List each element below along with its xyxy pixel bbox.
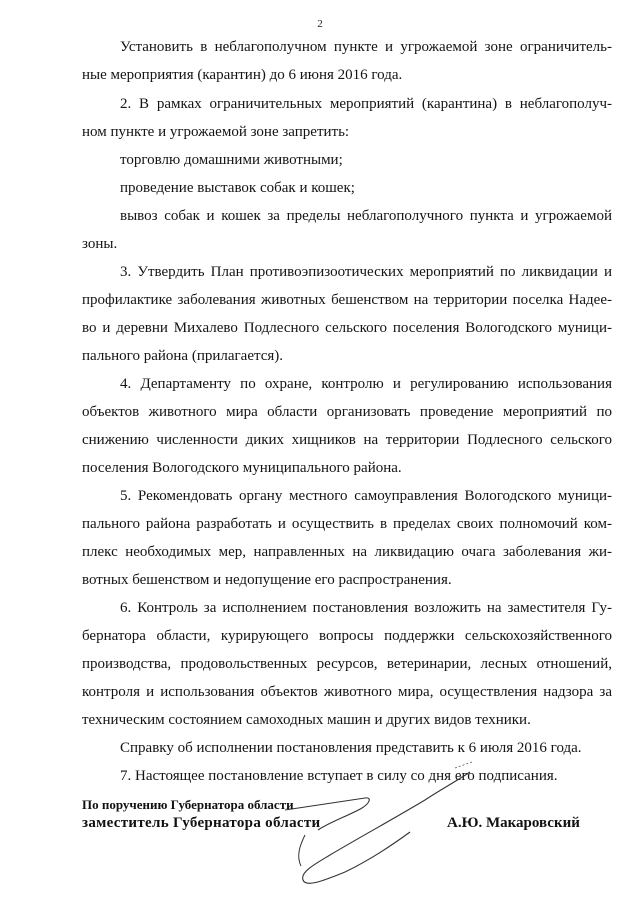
- text-line: зоны.: [82, 236, 118, 252]
- text-line: 7. Настоящее постановление вступает в силу со дня его подписания.: [120, 768, 558, 784]
- signature-position: заместитель Губернатора области: [82, 815, 321, 831]
- text-line: снижению численности диких хищников на территории Подлесного сельского: [82, 432, 612, 448]
- text-line: 6. Контроль за исполнением постановления возложить на заместителя Гу-: [120, 600, 612, 616]
- text-line: пального района разработать и осуществить в пределах своих полномочий ком-: [82, 516, 612, 532]
- text-line: 2. В рамках ограничительных мероприятий (карантина) в неблагополуч-: [120, 96, 612, 112]
- text-line: контроля и использования объектов животного мира, осуществления надзора за: [82, 684, 612, 700]
- text-line: профилактике заболевания животных бешенством на территории поселка Надее-: [82, 292, 612, 308]
- signatory-name: А.Ю. Макаровский: [447, 815, 580, 831]
- text-line: плекс необходимых мер, направленных на ликвидацию очага заболевания жи-: [82, 544, 612, 560]
- text-line: техническим состоянием самоходных машин и других видов техники.: [82, 712, 531, 728]
- text-line: Справку об исполнении постановления представить к 6 июля 2016 года.: [120, 740, 582, 756]
- text-line: бернатора области, курирующего вопросы поддержки сельскохозяйственного: [82, 628, 612, 644]
- text-line: проведение выставок собак и кошек;: [120, 180, 355, 196]
- text-line: ные мероприятия (карантин) до 6 июня 2016 года.: [82, 67, 403, 83]
- text-line: вывоз собак и кошек за пределы неблагополучного пункта и угрожаемой: [120, 208, 612, 224]
- text-line: 4. Департаменту по охране, контролю и регулированию использования: [120, 376, 612, 392]
- text-line: производства, продовольственных ресурсов, ветеринарии, лесных отношений,: [82, 656, 612, 672]
- text-line: торговлю домашними животными;: [120, 152, 343, 168]
- text-line: Установить в неблагополучном пункте и угрожаемой зоне ограничитель-: [120, 39, 612, 55]
- text-line: пального района (прилагается).: [82, 348, 284, 364]
- page-number: 2: [317, 18, 323, 30]
- signature-authority: По поручению Губернатора области: [82, 797, 294, 812]
- text-line: 3. Утвердить План противоэпизоотических мероприятий по ликвидации и: [120, 264, 612, 280]
- text-line: ном пункте и угрожаемой зоне запретить:: [82, 124, 350, 140]
- text-line: во и деревни Михалево Подлесного сельского поселения Вологодского муници-: [82, 320, 612, 336]
- text-line: объектов животного мира области организовать проведение мероприятий по: [82, 404, 612, 420]
- text-line: поселения Вологодского муниципального района.: [82, 460, 402, 476]
- text-line: 5. Рекомендовать органу местного самоуправления Вологодского муници-: [120, 488, 612, 504]
- text-line: вотных бешенством и недопущение его распространения.: [82, 572, 452, 588]
